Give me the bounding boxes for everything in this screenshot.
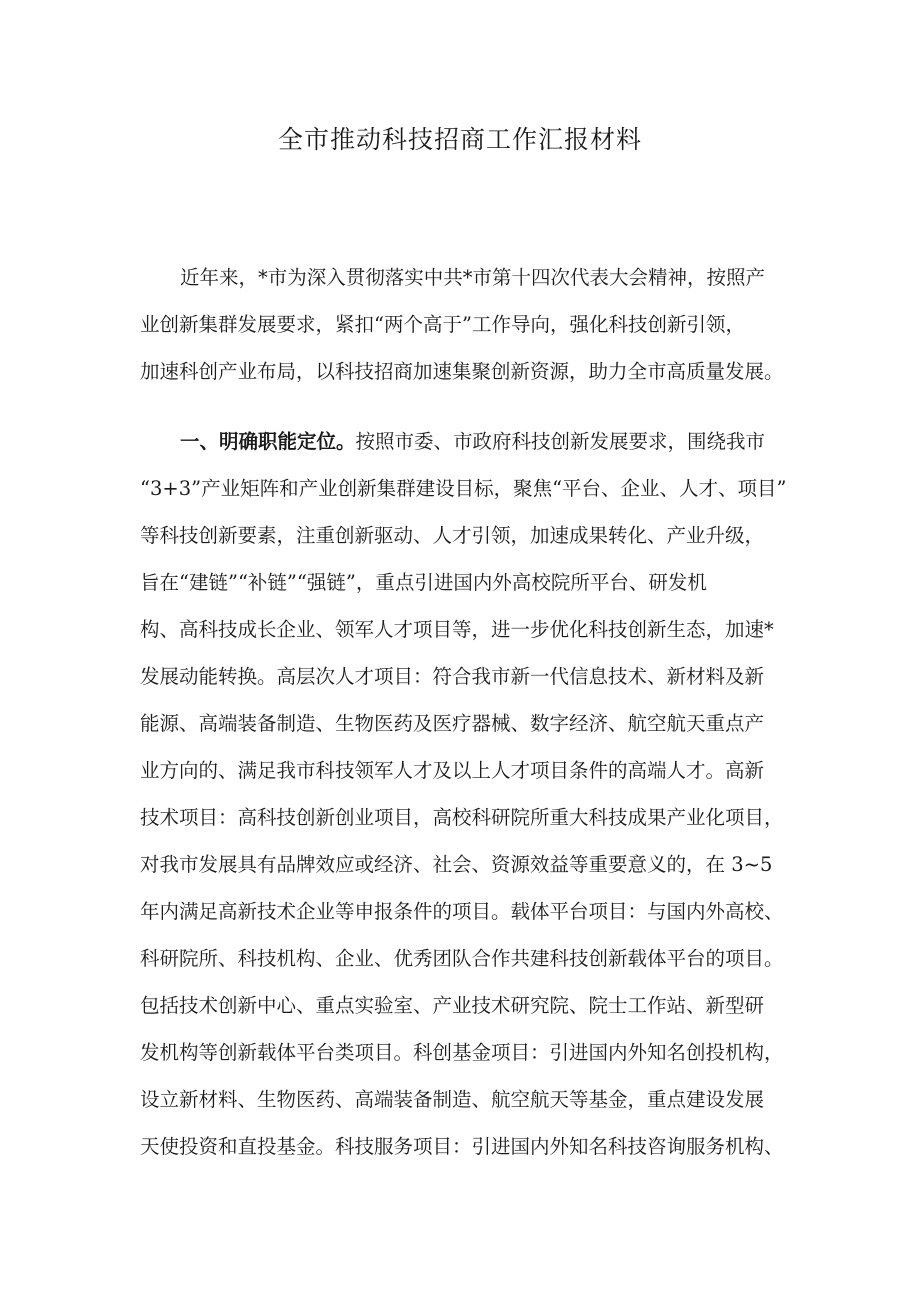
paragraph-line: 能源、高端装备制造、生物医药及医疗器械、数字经济、航空航天重点产 (140, 712, 765, 735)
paragraph-line: 设立新材料、生物医药、高端装备制造、航空航天等基金，重点建设发展 (140, 1088, 765, 1111)
paragraph-line: 业创新集群发展要求，紧扣“两个高于”工作导向，强化科技创新引领， (140, 313, 745, 336)
section-1-heading: 一、明确职能定位。 (180, 430, 356, 453)
paragraph-line: 天使投资和直投基金。科技服务项目：引进国内外知名科技咨询服务机构、 (140, 1135, 784, 1158)
paragraph-line: 技术项目：高科技创新创业项目，高校科研院所重大科技成果产业化项目， (140, 806, 784, 829)
paragraph-line: “3+3”产业矩阵和产业创新集群建设目标，聚焦“平台、企业、人才、项目” (140, 477, 787, 500)
paragraph-line: 包括技术创新中心、重点实验室、产业技术研究院、院士工作站、新型研 (140, 994, 765, 1017)
paragraph-line: 加速科创产业布局，以科技招商加速集聚创新资源，助力全市高质量发展。 (140, 360, 784, 383)
document-title: 全市推动科技招商工作汇报材料 (277, 125, 642, 154)
paragraph-line: 近年来，*市为深入贯彻落实中共*市第十四次代表大会精神，按照产 (180, 266, 766, 289)
intro-paragraph (140, 254, 795, 395)
paragraph-line: 构、高科技成长企业、领军人才项目等，进一步优化科技创新生态，加速* (140, 618, 774, 641)
paragraph-line: 发展动能转换。高层次人才项目：符合我市新一代信息技术、新材料及新 (140, 665, 765, 688)
paragraph-line: 旨在“建链”“补链”“强链”，重点引进国内外高校院所平台、研发机 (140, 571, 707, 594)
paragraph-line: 年内满足高新技术企业等申报条件的项目。载体平台项目：与国内外高校、 (140, 900, 784, 923)
paragraph-line: 业方向的、满足我市科技领军人才及以上人才项目条件的高端人才。高新 (140, 759, 765, 782)
paragraph-line: 发机构等创新载体平台类项目。科创基金项目：引进国内外知名创投机构， (140, 1041, 784, 1064)
section-1-first-line (140, 418, 795, 465)
paragraph-line: 科研院所、科技机构、企业、优秀团队合作共建科技创新载体平台的项目。 (140, 947, 784, 970)
section-1-first-line-text: 按照市委、市政府科技创新发展要求，围绕我市 (355, 430, 766, 453)
paragraph-line: 对我市发展具有品牌效应或经济、社会、资源效益等重要意义的，在 3~5 (140, 853, 773, 876)
section-1-paragraph (140, 418, 795, 1170)
paragraph-line: 等科技创新要素，注重创新驱动、人才引领，加速成果转化、产业升级， (140, 524, 765, 547)
